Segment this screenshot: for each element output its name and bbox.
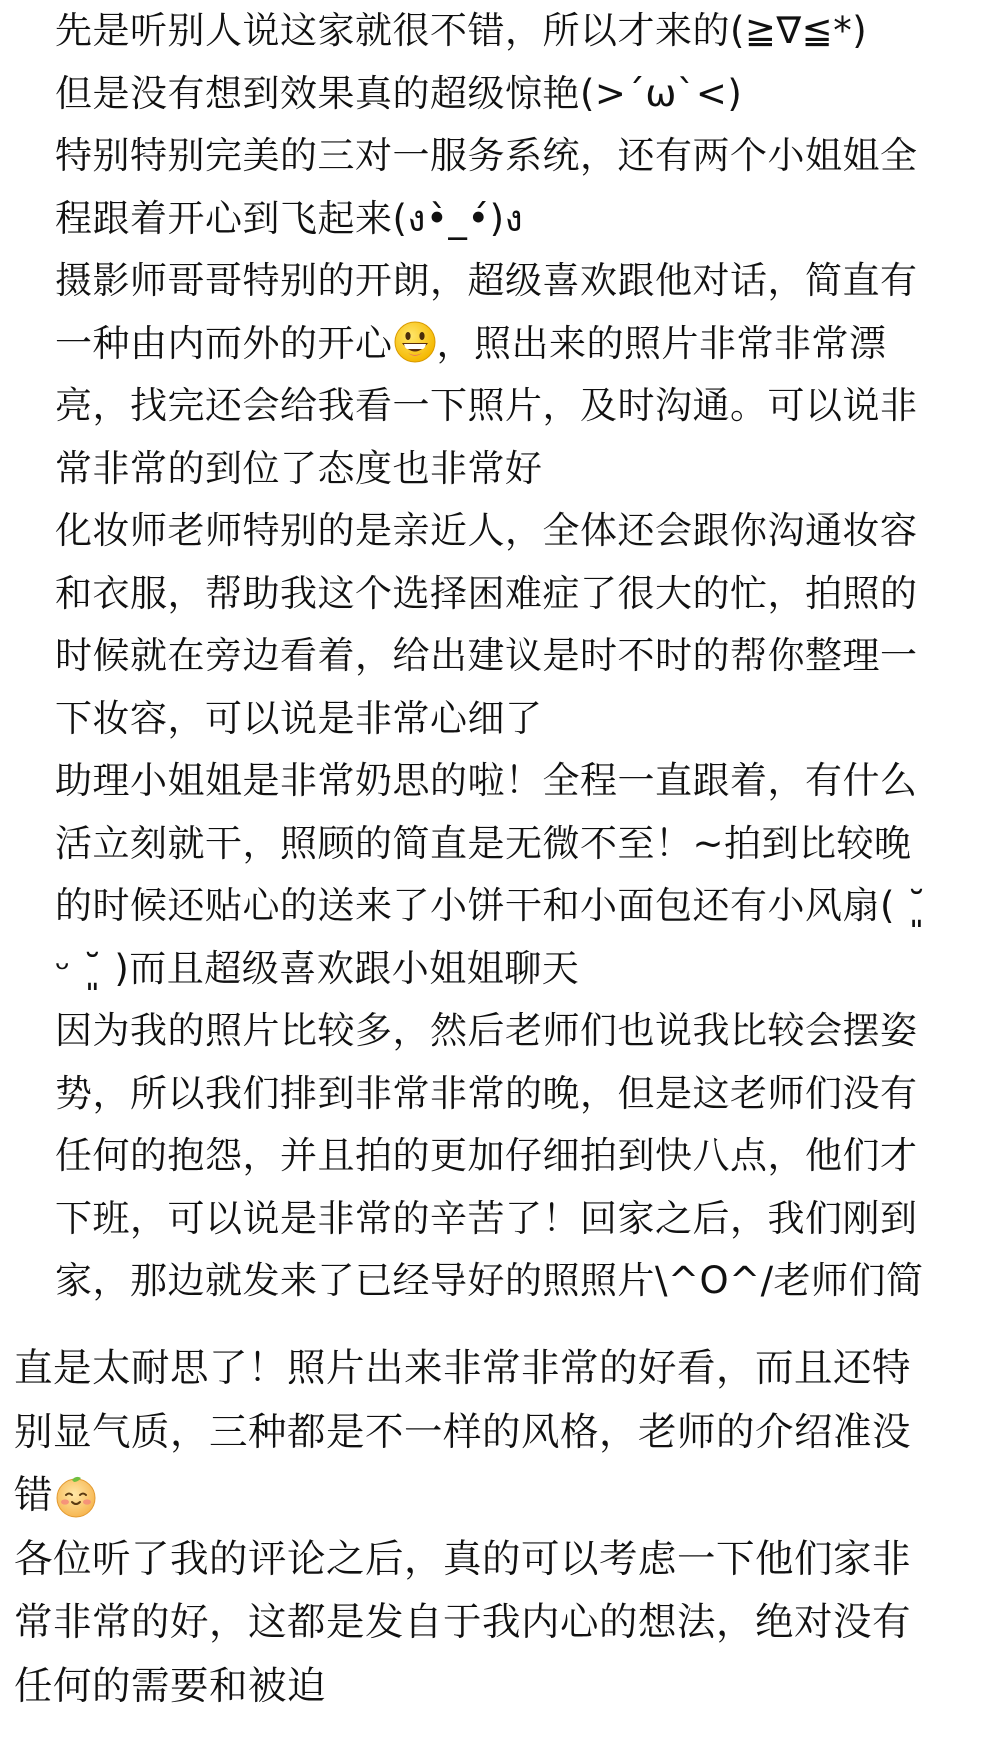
review-indented-block [55,0,955,1313]
review-line: ᵕ ˘͈ )而且超级喜欢跟小姐姐聊天 [55,946,580,990]
smiling-peach-face-icon [53,1473,97,1517]
review-line: 特别特别完美的三对一服务系统，还有两个小姐姐全 [55,134,918,177]
review-line: 和衣服，帮助我这个选择困难症了很大的忙，拍照的 [55,571,918,615]
review-line: 助理小姐姐是非常奶思的啦！全程一直跟着，有什么 [55,759,918,802]
review-line-part: 一种由内而外的开心 [55,321,393,365]
review-line-with-emoji [14,1464,994,1528]
review-line: 常非常的好，这都是发自于我内心的想法，绝对没有 [14,1600,912,1645]
review-full-width-block [14,1337,994,1718]
review-line: 摄影师哥哥特别的开朗，超级喜欢跟他对话，简直有 [55,259,918,302]
review-line-part: ，照出来的照片非常非常漂 [436,321,887,365]
review-line: 势，所以我们排到非常非常的晚，但是这老师们没有 [55,1071,918,1115]
review-line: 亮，找完还会给我看一下照片，及时沟通。可以说非 [55,384,918,427]
review-line: 直是太耐思了！照片出来非常非常的好看，而且还特 [14,1346,912,1391]
review-line: 活立刻就干，照顾的简直是无微不至！~拍到比较晚 [55,821,912,865]
review-line: 因为我的照片比较多，然后老师们也说我比较会摆姿 [55,1009,918,1052]
review-line: 任何的抱怨，并且拍的更加仔细拍到快八点，他们才 [55,1134,918,1177]
review-line: 下班，可以说是非常的辛苦了！回家之后，我们刚到 [55,1196,918,1240]
grinning-face-icon [393,320,437,364]
review-line: 化妆师老师特别的是亲近人，全体还会跟你沟通妆容 [55,509,918,552]
review-line: 各位听了我的评论之后，真的可以考虑一下他们家非 [14,1536,912,1582]
review-line: 先是听别人说这家就很不错，所以才来的(≧∇≦*) [55,9,868,52]
review-line: 任何的需要和被迫 [14,1663,327,1709]
review-line: 常非常的到位了态度也非常好 [55,446,543,490]
review-line: 别显气质，三种都是不一样的风格，老师的介绍准没 [14,1409,912,1455]
review-line: 的时候还贴心的送来了小饼干和小面包还有小风扇( ˘͈ [55,884,927,927]
review-line: 程跟着开心到飞起来(ง•̀_•́)ง [55,196,524,240]
review-line: 家，那边就发来了已经导好的照照片\^O^/老师们简 [55,1259,924,1302]
review-line-part: 错 [14,1473,54,1518]
review-line: 但是没有想到效果真的超级惊艳(>´ω`<) [55,71,743,115]
review-line: 时候就在旁边看着，给出建议是时不时的帮你整理一 [55,634,918,677]
review-line: 下妆容，可以说是非常心细了 [55,696,543,740]
review-line-with-emoji [55,313,955,376]
